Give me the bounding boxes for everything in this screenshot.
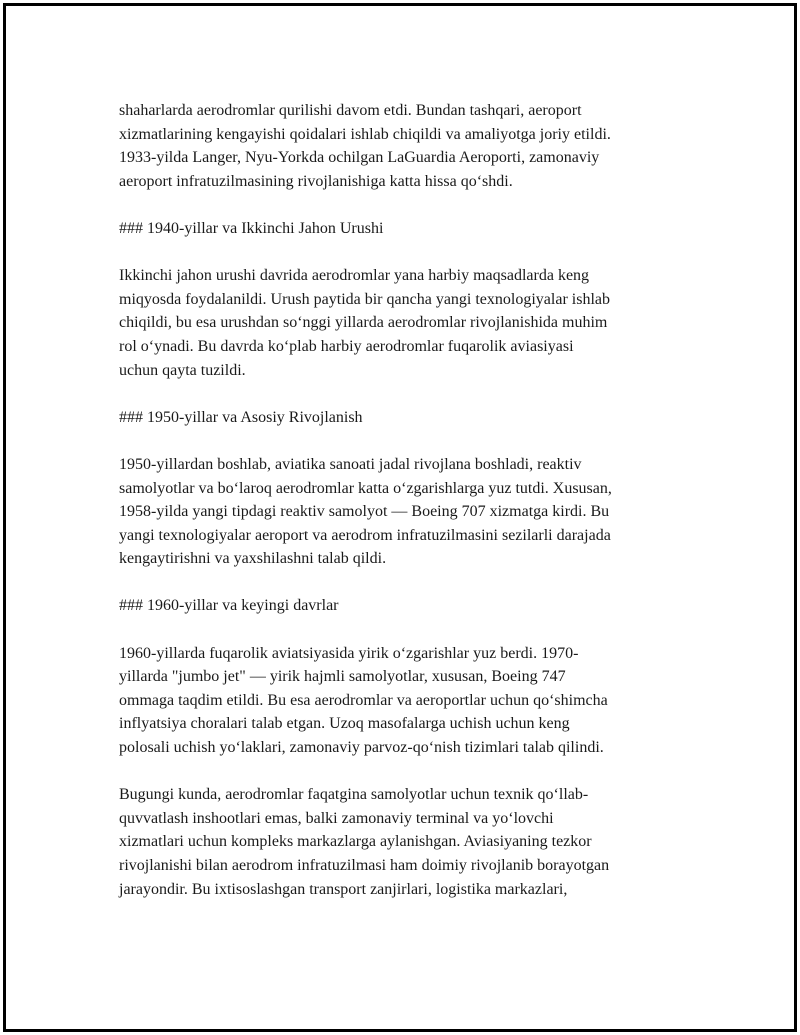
document-body: [119, 99, 689, 925]
paragraph-5: Bugungi kunda, aerodromlar faqatgina samolyotlar uchun texnik qo‘llab- quvvatlash inshootlari emas, balki zamonaviy terminal va yo‘lovchi xizmatlari uchun kompleks markazlarga aylanishgan. Aviasiyaning tezkor rivojlanishi bilan aerodrom infratuzilmasi ham doimiy rivojlanib borayotgan jarayondir. Bu ixtisoslashgan transport zanjirlari, logistika markazlari,: [119, 786, 610, 898]
paragraph-3: 1950-yillardan boshlab, aviatika sanoati jadal rivojlana boshladi, reaktiv samolyotlar va bo‘laroq aerodromlar katta o‘zgarishlarga yuz tutdi. Xususan, 1958-yilda yangi tipdagi reaktiv samolyot — Boeing 707 xizmatga kirdi. Bu yangi texnologiyalar aeroport va aerodrom infratuzilmasini sezilarli darajada kengaytirishni va yaxshilashni talab qildi.: [119, 455, 612, 568]
section-heading-1950s: ### 1950-yillar va Asosiy Rivojlanish: [119, 408, 363, 426]
paragraph-2: Ikkinchi jahon urushi davrida aerodromlar yana harbiy maqsadlarda keng miqyosda foydalanildi. Urush paytida bir qancha yangi texnologiyalar ishlab chiqildi, bu esa urushdan so‘nggi yillarda aerodromlar rivojlanishida muhim rol o‘ynadi. Bu davrda ko‘plab harbiy aerodromlar fuqarolik aviasiyasi uchun qayta tuzildi.: [119, 267, 610, 379]
document-page: [3, 3, 797, 1032]
section-heading-1940s: ### 1940-yillar va Ikkinchi Jahon Urushi: [119, 219, 384, 237]
section-heading-1960s: ### 1960-yillar va keyingi davrlar: [119, 597, 339, 615]
paragraph-1: shaharlarda aerodromlar qurilishi davom etdi. Bundan tashqari, aeroport xizmatlarining kengayishi qoidalari ishlab chiqildi va amaliyotga joriy etildi. 1933-yilda Langer, Nyu-Yorkda ochilgan LaGuardia Aeroporti, zamonaviy aeroport infratuzilmasining rivojlanishiga katta hissa qo‘shdi.: [119, 102, 611, 190]
paragraph-4: 1960-yillarda fuqarolik aviatsiyasida yirik o‘zgarishlar yuz berdi. 1970- yillarda "jumbo jet" — yirik hajmli samolyotlar, xususan, Boeing 747 ommaga taqdim etildi. Bu esa aerodromlar va aeroportlar uchun qo‘shimcha inflyatsiya choralari talab etgan. Uzoq masofalarga uchish uchun keng polosali uchish yo‘laklari, zamonaviy parvoz-qo‘nish tizimlari talab qilindi.: [119, 644, 608, 757]
